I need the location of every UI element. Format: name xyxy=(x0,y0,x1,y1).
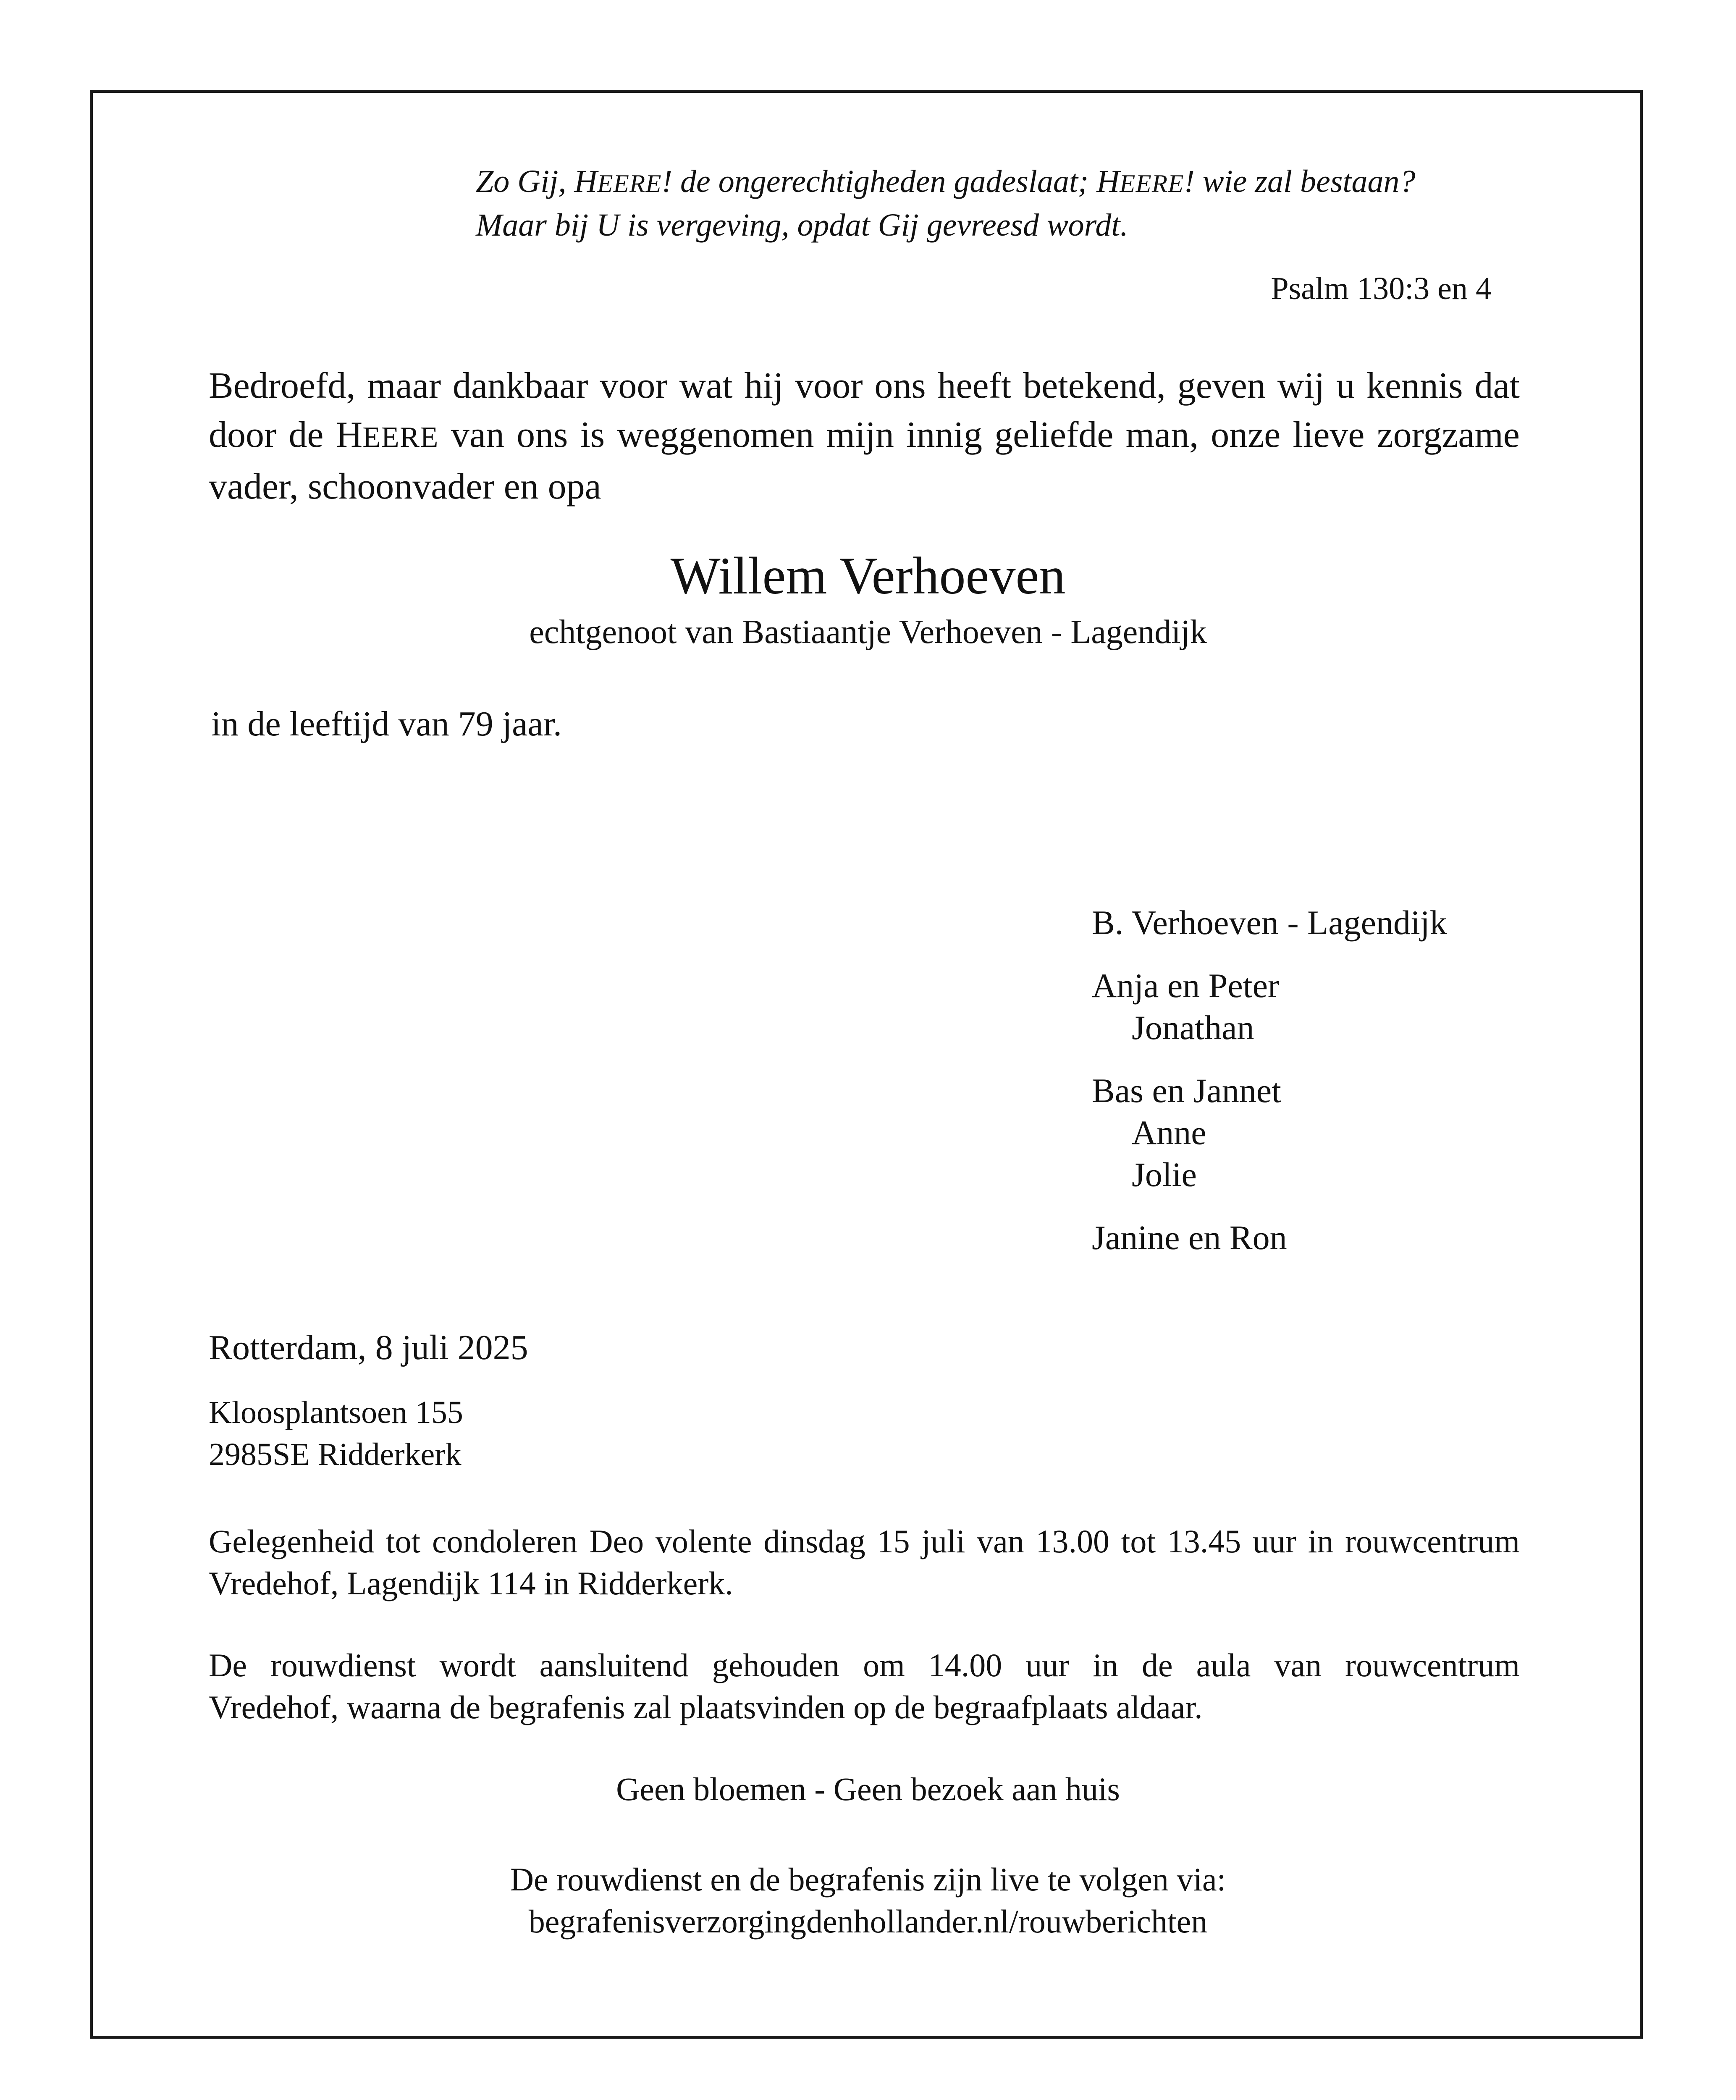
verse-reference: Psalm 130:3 en 4 xyxy=(1271,271,1492,306)
service-paragraph xyxy=(209,1644,1520,1728)
family-group-3: Janine en Ron xyxy=(1092,1218,1287,1257)
intro-line-1: Bedroefd, maar dankbaar voor wat hij voor ons heeft betekend, geven wij u kennis dat xyxy=(209,365,1520,406)
family-group-1: Anja en Peter xyxy=(1092,966,1280,1005)
family-group-2: Bas en Jannet xyxy=(1092,1071,1281,1110)
livestream-url[interactable]: begrafenisverzorgingdenhollander.nl/rouwberichten xyxy=(528,1903,1208,1940)
verse-line-2: Maar bij U is vergeving, opdat Gij gevreesd wordt. xyxy=(476,207,1128,243)
intro-line-3: vader, schoonvader en opa xyxy=(209,466,601,507)
condolence-paragraph xyxy=(209,1520,1520,1604)
address-postal-city: 2985SE Ridderkerk xyxy=(209,1437,462,1472)
intro-paragraph xyxy=(209,361,1520,511)
service-line-1: De rouwdienst wordt aansluitend gehouden om 14.00 uur in de aula van rouwcentrum xyxy=(209,1647,1520,1683)
service-line-2: Vredehof, waarna de begrafenis zal plaatsvinden op de begraafplaats aldaar. xyxy=(209,1689,1203,1725)
no-flowers-notice: Geen bloemen - Geen bezoek aan huis xyxy=(616,1771,1120,1807)
spouse-line: echtgenoot van Bastiaantje Verhoeven - Lagendijk xyxy=(529,614,1207,651)
address-street: Kloosplantsoen 155 xyxy=(209,1395,463,1430)
intro-line-2: door de HEERE van ons is weggenomen mijn innig geliefde man, onze lieve zorgzame xyxy=(209,415,1520,455)
family-grandchild: Jonathan xyxy=(1132,1008,1254,1047)
condolence-line-1: Gelegenheid tot condoleren Deo volente dinsdag 15 juli van 13.00 tot 13.45 uur in rouwcentrum xyxy=(209,1523,1520,1559)
place-date: Rotterdam, 8 juli 2025 xyxy=(209,1328,528,1367)
age-line: in de leeftijd van 79 jaar. xyxy=(211,704,562,743)
condolence-line-2: Vredehof, Lagendijk 114 in Ridderkerk. xyxy=(209,1565,733,1601)
family-widow: B. Verhoeven - Lagendijk xyxy=(1092,903,1447,942)
family-grandchild: Jolie xyxy=(1132,1155,1197,1194)
deceased-name: Willem Verhoeven xyxy=(670,547,1066,605)
livestream-line: De rouwdienst en de begrafenis zijn live te volgen via: xyxy=(510,1861,1226,1898)
verse-line-1: Zo Gij, HEERE! de ongerechtigheden gadeslaat; HEERE! wie zal bestaan? xyxy=(476,164,1416,199)
family-grandchild: Anne xyxy=(1132,1113,1206,1152)
